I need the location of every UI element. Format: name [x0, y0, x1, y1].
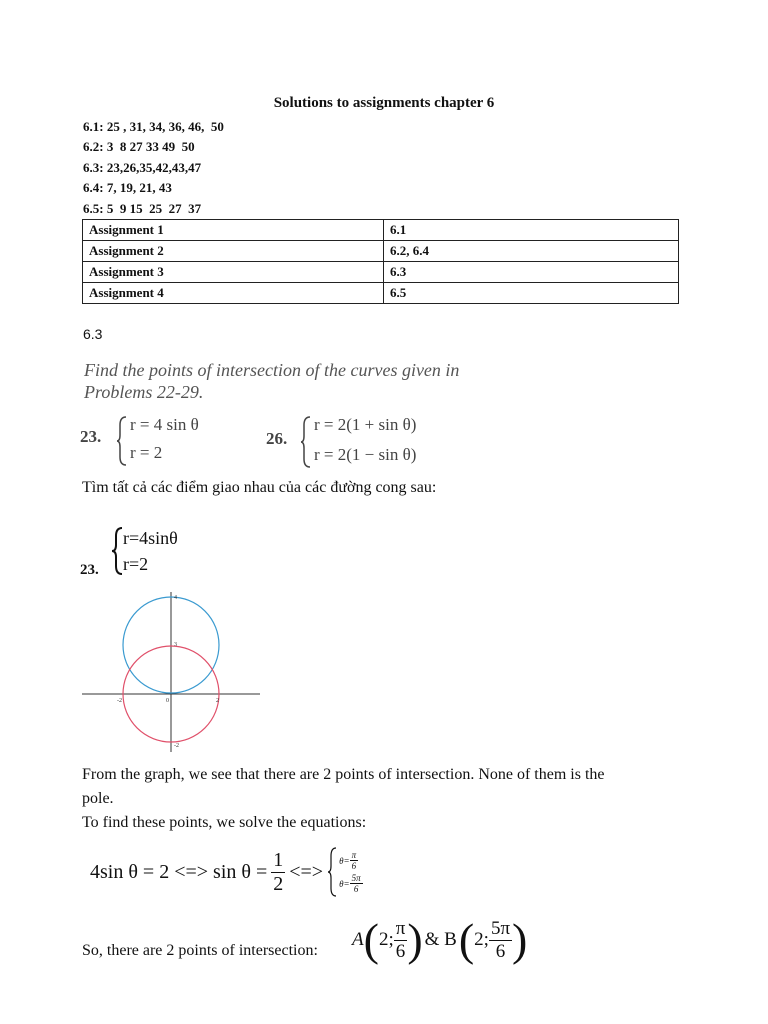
tick-label-left: -2	[117, 698, 122, 704]
page-title: Solutions to assignments chapter 6	[273, 95, 495, 111]
answer-line-6-3: 6.3: 23,26,35,42,43,47	[83, 160, 202, 175]
fraction-denominator: 6	[351, 861, 357, 871]
fraction-denominator: 6	[395, 940, 406, 962]
tick-label-upper: 3	[174, 642, 177, 648]
right-paren-icon: )	[512, 914, 528, 965]
solution-2	[339, 873, 363, 894]
answer-line-6-1: 6.1: 25 , 31, 34, 36, 46, 50	[83, 119, 224, 134]
prompt-line-2: Problems 22-29.	[84, 382, 204, 402]
solving-equation	[90, 842, 363, 902]
polar-graph	[80, 590, 264, 754]
point-a-r: 2;	[378, 929, 394, 950]
solution-set	[339, 850, 363, 894]
table-cell-problems: 6.5	[384, 283, 679, 304]
paragraph-line-3: To find these points, we solve the equations:	[82, 814, 367, 831]
equation-r-2: r=2	[123, 554, 149, 574]
intersection-points	[352, 910, 527, 970]
table-cell-problems: 6.1	[384, 220, 679, 241]
scan-eq-26-2: r = 2(1 − sin θ)	[314, 445, 417, 464]
left-paren-icon: (	[458, 914, 475, 965]
table-cell-problems: 6.2, 6.4	[384, 241, 679, 262]
equation-r-4sin: r=4sinθ	[123, 528, 178, 548]
fraction-denominator: 6	[495, 940, 506, 962]
equivalence-arrow: <=>	[289, 860, 324, 883]
fraction-one-half	[271, 849, 285, 896]
fraction-numerator: 5π	[351, 873, 361, 883]
tick-label-origin: 0	[166, 698, 169, 704]
problem-number-23: 23.	[80, 427, 102, 446]
paragraph-line-2: pole.	[82, 790, 114, 807]
left-paren-icon: (	[363, 914, 379, 965]
table-cell-assignment: Assignment 3	[83, 262, 384, 283]
fraction-numerator: 1	[273, 848, 284, 871]
fraction-numerator: π	[351, 850, 357, 860]
fraction-pi-over-6	[350, 850, 359, 871]
conclusion-text: So, there are 2 points of intersection:	[82, 942, 318, 959]
table-cell-problems: 6.3	[384, 262, 679, 283]
solution-2-lhs: θ=	[339, 878, 350, 889]
fraction-denominator: 2	[273, 872, 284, 895]
tick-label-right: 2	[216, 698, 219, 704]
textbook-prompt	[84, 359, 484, 403]
scan-eq-23-2: r = 2	[130, 443, 163, 462]
tick-label-bottom: -2	[174, 743, 179, 749]
table-row	[83, 262, 679, 283]
table-cell-assignment: Assignment 4	[83, 283, 384, 304]
fraction-5pi-over-6	[489, 918, 512, 963]
table-cell-assignment: Assignment 1	[83, 220, 384, 241]
left-brace-icon	[300, 415, 312, 469]
left-brace-icon	[116, 415, 128, 467]
solution-1-lhs: θ=	[339, 855, 350, 866]
vietnamese-prompt: Tìm tất cả các điểm giao nhau của các đường cong sau:	[82, 479, 437, 496]
table-cell-assignment: Assignment 2	[83, 241, 384, 262]
table-row	[83, 220, 679, 241]
answer-line-6-2: 6.2: 3 8 27 33 49 50	[83, 139, 195, 154]
tick-label-top: 4	[174, 595, 177, 601]
fraction-numerator: 5π	[490, 917, 511, 939]
left-brace-icon	[327, 846, 337, 898]
solution-1	[339, 850, 363, 871]
textbook-excerpt	[80, 355, 480, 473]
answer-line-6-4: 6.4: 7, 19, 21, 43	[83, 180, 172, 195]
answer-line-6-5: 6.5: 5 9 15 25 27 37	[83, 201, 202, 216]
left-brace-icon	[110, 526, 124, 576]
fraction-5pi-over-6	[350, 873, 363, 894]
section-label: 6.3	[83, 326, 103, 342]
paragraph-line-1: From the graph, we see that there are 2 points of intersection. None of them is the	[82, 766, 605, 783]
table-row	[83, 241, 679, 262]
table-row	[83, 283, 679, 304]
prompt-line-1: Find the points of intersection of the curves given in	[84, 360, 460, 380]
right-paren-icon: )	[407, 914, 423, 965]
equation-lhs: 4sin θ = 2 <=> sin θ =	[90, 860, 268, 883]
problem-number-26: 26.	[266, 429, 288, 448]
fraction-pi-over-6	[394, 918, 408, 963]
scan-eq-26-1: r = 2(1 + sin θ)	[314, 415, 417, 434]
fraction-numerator: π	[395, 917, 406, 939]
point-b-label: & B	[424, 929, 457, 950]
problem-number-23: 23.	[80, 562, 99, 578]
fraction-denominator: 6	[353, 884, 359, 894]
scan-eq-23-1: r = 4 sin θ	[130, 415, 199, 434]
point-a-label: A	[352, 929, 364, 950]
point-b-r: 2;	[474, 929, 489, 950]
assignment-table	[82, 219, 679, 304]
